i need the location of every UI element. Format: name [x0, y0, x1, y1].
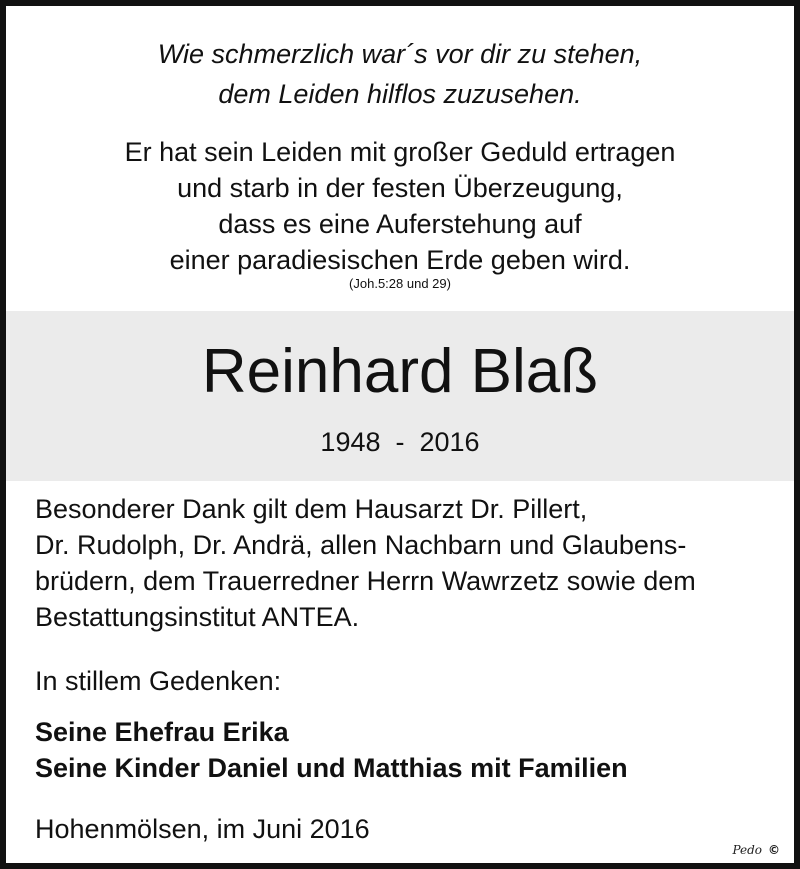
family-line: Seine Ehefrau Erika [35, 717, 289, 747]
name-band [6, 311, 794, 481]
thanks-line: Besonderer Dank gilt dem Hausarzt Dr. Pillert, [35, 494, 588, 524]
place-date: Hohenmölsen, im Juni 2016 [35, 814, 370, 844]
verse-line: dass es eine Auferstehung auf [218, 209, 582, 239]
family-signatures [35, 714, 628, 786]
poem-line: dem Leiden hilflos zuzusehen. [218, 79, 582, 109]
verse-line: einer paradiesischen Erde geben wird. [169, 245, 631, 275]
poem-line: Wie schmerzlich war´s vor dir zu stehen, [157, 39, 643, 69]
family-line: Seine Kinder Daniel und Matthias mit Familien [35, 753, 628, 783]
thanks-line: brüdern, dem Trauerredner Herrn Wawrzetz sowie dem [35, 566, 696, 596]
verse-reference: (Joh.5:28 und 29) [349, 276, 451, 291]
memory-heading: In stillem Gedenken: [35, 666, 282, 696]
verse-line: und starb in der festen Überzeugung, [177, 173, 623, 203]
bible-verse [6, 134, 794, 278]
verse-line: Er hat sein Leiden mit großer Geduld ertragen [124, 137, 676, 167]
copyright-icon: © [768, 843, 780, 857]
thanks-line: Bestattungsinstitut ANTEA. [35, 602, 360, 632]
life-years: 1948 - 2016 [320, 427, 480, 457]
thanks-line: Dr. Rudolph, Dr. Andrä, allen Nachbarn und Glaubens- [35, 530, 687, 560]
designer-signature [732, 843, 780, 857]
opening-poem [6, 34, 794, 114]
thanks-paragraph [35, 491, 696, 635]
deceased-name: Reinhard Blaß [201, 337, 599, 406]
signature-text: Pedo [732, 843, 762, 857]
